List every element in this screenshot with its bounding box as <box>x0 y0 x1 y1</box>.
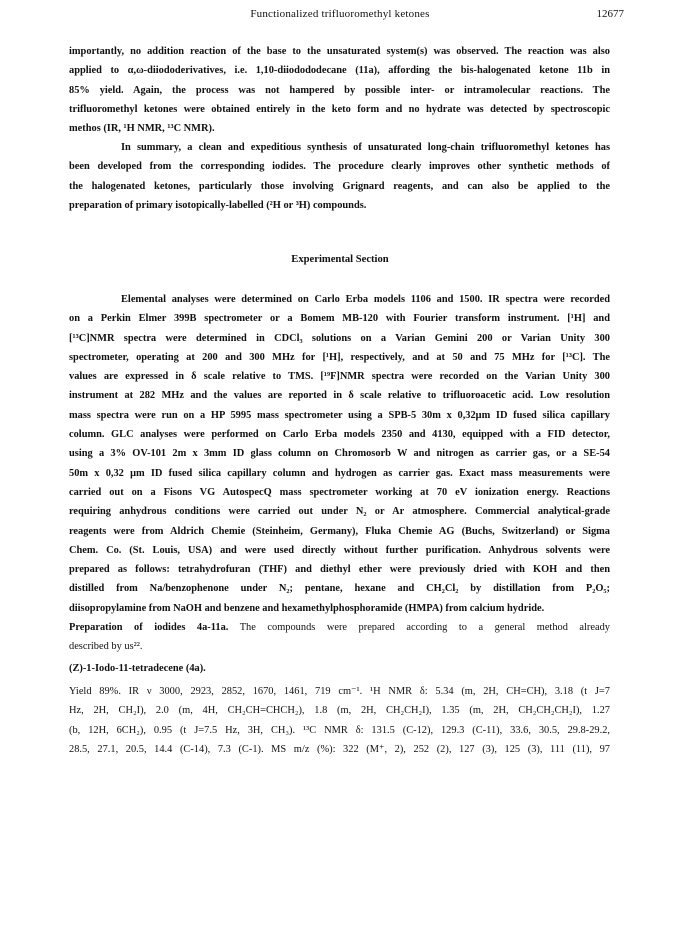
text-line: requiring anhydrous conditions were carried out under N₂ or Ar atmosphere. Commercial analytical-grade <box>69 506 610 518</box>
text-line: on a Perkin Elmer 399B spectrometer or a Bomem MB-120 with Fourier transform instrument. [¹H] and <box>69 313 610 325</box>
text-line: instrument at 282 MHz and the values are reported in δ scale relative to trifluoroacetic acid. Low resolution <box>69 390 610 402</box>
text-line: the halogenated ketones, particularly those involving Grignard reagents, and can also be applied to the <box>69 180 610 192</box>
text-line: using a 3% OV-101 2m x 3mm ID glass column on Chromosorb W and nitrogen as carrier gas, or a SE-54 <box>69 448 610 460</box>
text-line: spectrometer, operating at 200 and 300 MHz for [¹H], respectively, and at 50 and 75 MHz for [¹³C]. The <box>69 351 610 363</box>
text-line: described by us²². <box>69 641 143 653</box>
text-line: been developed from the corresponding iodides. The procedure clearly improves other synthetic methods of <box>69 161 610 173</box>
text-line: prepared as follows: tetrahydrofuran (THF) and diethyl ether were previously dried with KOH and then <box>69 564 610 576</box>
text-line: reagents were from Aldrich Chemie (Steinheim, Germany), Fluka Chemie AG (Buchs, Switzerland) or Sigma <box>69 525 610 537</box>
compound-heading <box>69 659 610 678</box>
text-line: diisopropylamine from NaOH and benzene and hexamethylphosphoramide (HMPA) from calcium hydride. <box>69 602 545 614</box>
text-line: importantly, no addition reaction of the base to the unsaturated system(s) was observed. The reaction was also <box>69 46 610 57</box>
text-line: Elemental analyses were determined on Carlo Erba models 1106 and 1500. IR spectra were recorded <box>121 294 610 305</box>
paragraph-preparation <box>69 618 610 657</box>
text-line: Yield 89%. IR ν 3000, 2923, 2852, 1670, 1461, 719 cm⁻¹. ¹H NMR δ: 5.34 (m, 2H, CH=CH), 3.18 (t J=7 <box>69 686 610 697</box>
subheading-preparation-of-iodides: Preparation of iodides 4a-11a. <box>69 622 229 633</box>
text-line: In summary, a clean and expeditious synthesis of unsaturated long-chain trifluoromethyl ketones has <box>121 142 610 153</box>
paragraph-characterization <box>69 682 610 759</box>
text-line: methos (IR, ¹H NMR, ¹³C NMR). <box>69 123 215 135</box>
paragraph-experimental <box>69 290 610 618</box>
text-line: 85% yield. Again, the process was not hampered by possible inter- or intramolecular reactions. The <box>69 84 610 96</box>
text-line: preparation of primary isotopically-labelled (²H or ³H) compounds. <box>69 199 367 211</box>
text-line: Chem. Co. (St. Louis, USA) and were used directly without further purification. Anhydrous solvents were <box>69 544 610 556</box>
compound-title: (Z)-1-Iodo-11-tetradecene (4a). <box>69 663 206 674</box>
section-heading: Experimental Section <box>291 254 389 265</box>
page-number: 12677 <box>596 8 624 20</box>
text-line: (b, 12H, 6CH₂), 0.95 (t J=7.5 Hz, 3H, CH₃). ¹³C NMR δ: 131.5 (C-12), 129.3 (C-11), 33.6, 30.5, 29.8-29.2, <box>69 724 610 736</box>
text-line <box>69 618 610 637</box>
text-line: 28.5, 27.1, 20.5, 14.4 (C-14), 7.3 (C-1). MS m/z (%): 322 (M⁺, 2), 252 (2), 127 (3), 125 (3), 111 (11), 97 <box>69 743 610 755</box>
running-title: Functionalized trifluoromethyl ketones <box>250 8 430 20</box>
text-line: mass spectra were run on a HP 5995 mass spectrometer using a SPB-5 30m x 0,32μm ID fused silica capillary <box>69 409 610 421</box>
text-line: carried out on a Fisons VG AutospecQ mass spectrometer working at 70 eV ionization energy. Reactions <box>69 486 610 498</box>
text-line: column. GLC analyses were performed on Carlo Erba models 2350 and 4130, equipped with a FID detector, <box>69 429 610 441</box>
text-line: Hz, 2H, CH₂I), 2.0 (m, 4H, CH₂CH=CHCH₂), 1.8 (m, 2H, CH₂CH₂I), 1.35 (m, 2H, CH₂CH₂CH₂I), 1.27 <box>69 705 610 717</box>
text-run: The compounds were prepared according to a general method already <box>228 622 611 633</box>
text-line: distilled from Na/benzophenone under N₂; pentane, hexane and CH₂Cl₂ by distillation from P₂O₅; <box>69 583 610 595</box>
text-line: applied to α,ω-diiododerivatives, i.e. 1,10-diiodododecane (11a), affording the bis-halogenated ketone 11b in <box>69 65 610 77</box>
paragraph-results <box>69 42 610 138</box>
text-line: [¹³C]NMR spectra were determined in CDCl₃ solutions on a Varian Gemini 200 or Varian Unity 300 <box>69 332 610 344</box>
text-line: 50m x 0,32 μm ID fused silica capillary column and hydrogen as carrier gas. Exact mass measurements were <box>69 467 610 479</box>
paragraph-summary <box>69 138 610 215</box>
text-line: trifluoromethyl ketones were obtained entirely in the keto form and no hydrate was detected by spectroscopic <box>69 103 610 115</box>
text-line: values are expressed in δ scale relative to TMS. [¹⁹F]NMR spectra were recorded on the Varian Unity 300 <box>69 371 610 383</box>
